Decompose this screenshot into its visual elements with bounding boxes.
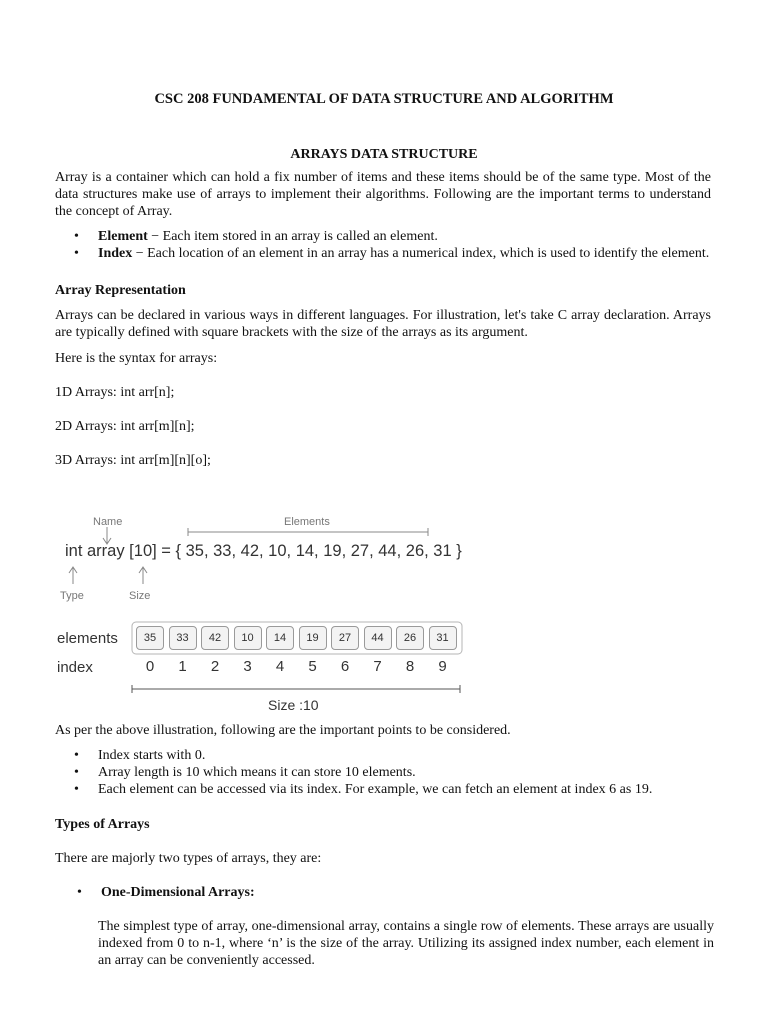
diagram-declaration: int array [10] = { 35, 33, 42, 10, 14, 19, 27, 44, 26, 31 }	[65, 542, 462, 560]
heading-array-representation: Array Representation	[55, 283, 186, 298]
point-text: Each element can be accessed via its index. For example, we can fetch an element at index 6 as 19.	[98, 782, 653, 797]
list-item	[55, 781, 725, 798]
point-text: Array length is 10 which means it can store 10 elements.	[98, 765, 416, 780]
document-title: CSC 208 FUNDAMENTAL OF DATA STRUCTURE AND ALGORITHM	[154, 91, 614, 107]
array-index: 1	[178, 658, 187, 675]
syntax-intro: Here is the syntax for arrays:	[55, 351, 218, 366]
size-caption: Size :10	[268, 697, 319, 713]
row-label-index: index	[57, 659, 93, 676]
types-intro: There are majorly two types of arrays, they are:	[55, 851, 322, 866]
list-item	[55, 747, 725, 764]
heading-one-dimensional: One-Dimensional Arrays:	[101, 885, 255, 900]
array-index: 2	[210, 658, 220, 675]
representation-paragraph: Arrays can be declared in various ways in different languages. For illustration, let's take C array declaration. Arrays are typically defined with square brackets with the size of the arrays as its argument.	[55, 308, 711, 340]
array-index: 6	[340, 658, 350, 675]
array-index: 7	[373, 658, 382, 675]
array-cell: 42	[201, 626, 229, 650]
term-element: Element	[98, 229, 148, 244]
heading-types-of-arrays: Types of Arrays	[55, 817, 150, 832]
row-label-elements: elements	[57, 630, 118, 647]
term-index: Index	[98, 246, 133, 261]
bullet-icon: •	[74, 246, 79, 261]
array-cell: 10	[234, 626, 262, 650]
diagram-name-label: Name	[93, 516, 123, 528]
intro-paragraph: Array is a container which can hold a fix number of items and these items should be of the same type. Most of the data structures make use of arrays to implement their algorithms. Following are the important terms to understand the concept of Array.	[55, 170, 711, 219]
bullet-icon: •	[74, 765, 79, 780]
point-text: Index starts with 0.	[98, 748, 206, 763]
points-intro: As per the above illustration, following are the important points to be considered.	[55, 723, 511, 738]
bullet-icon: •	[77, 885, 82, 900]
array-index: 9	[438, 658, 447, 675]
syntax-3d: 3D Arrays: int arr[m][n][o];	[55, 453, 211, 468]
term-element-desc: − Each item stored in an array is called an element.	[147, 229, 438, 244]
list-item	[55, 764, 725, 781]
array-index: 0	[145, 658, 155, 675]
array-cell: 26	[396, 626, 424, 650]
array-index: 8	[405, 658, 415, 675]
term-index-desc: − Each location of an element in an array has a numerical index, which is used to identify the element.	[132, 246, 710, 261]
array-index: 4	[275, 658, 285, 675]
array-cell: 44	[364, 626, 392, 650]
array-cell: 31	[429, 626, 457, 650]
array-index: 3	[243, 658, 252, 675]
array-index: 5	[308, 658, 317, 675]
syntax-1d: 1D Arrays: int arr[n];	[55, 385, 175, 400]
section-heading-arrays: ARRAYS DATA STRUCTURE	[290, 147, 478, 162]
diagram-type-label: Type	[60, 590, 84, 602]
array-cell: 27	[331, 626, 359, 650]
bullet-icon: •	[74, 748, 79, 763]
array-cell: 35	[136, 626, 164, 650]
syntax-2d: 2D Arrays: int arr[m][n];	[55, 419, 195, 434]
diagram-elements-label: Elements	[284, 516, 330, 528]
points-list	[55, 747, 725, 798]
array-cell: 14	[266, 626, 294, 650]
array-cell: 33	[169, 626, 197, 650]
bullet-icon: •	[74, 229, 79, 244]
one-dimensional-paragraph: The simplest type of array, one-dimensional array, contains a single row of elements. These arrays are usually indexed from 0 to n-1, where ‘n’ is the size of the array. Utilizing its assigned index number, each element in an array can be conveniently accessed.	[98, 919, 714, 968]
diagram-size-label: Size	[129, 590, 151, 602]
array-cell: 19	[299, 626, 327, 650]
bullet-icon: •	[74, 782, 79, 797]
